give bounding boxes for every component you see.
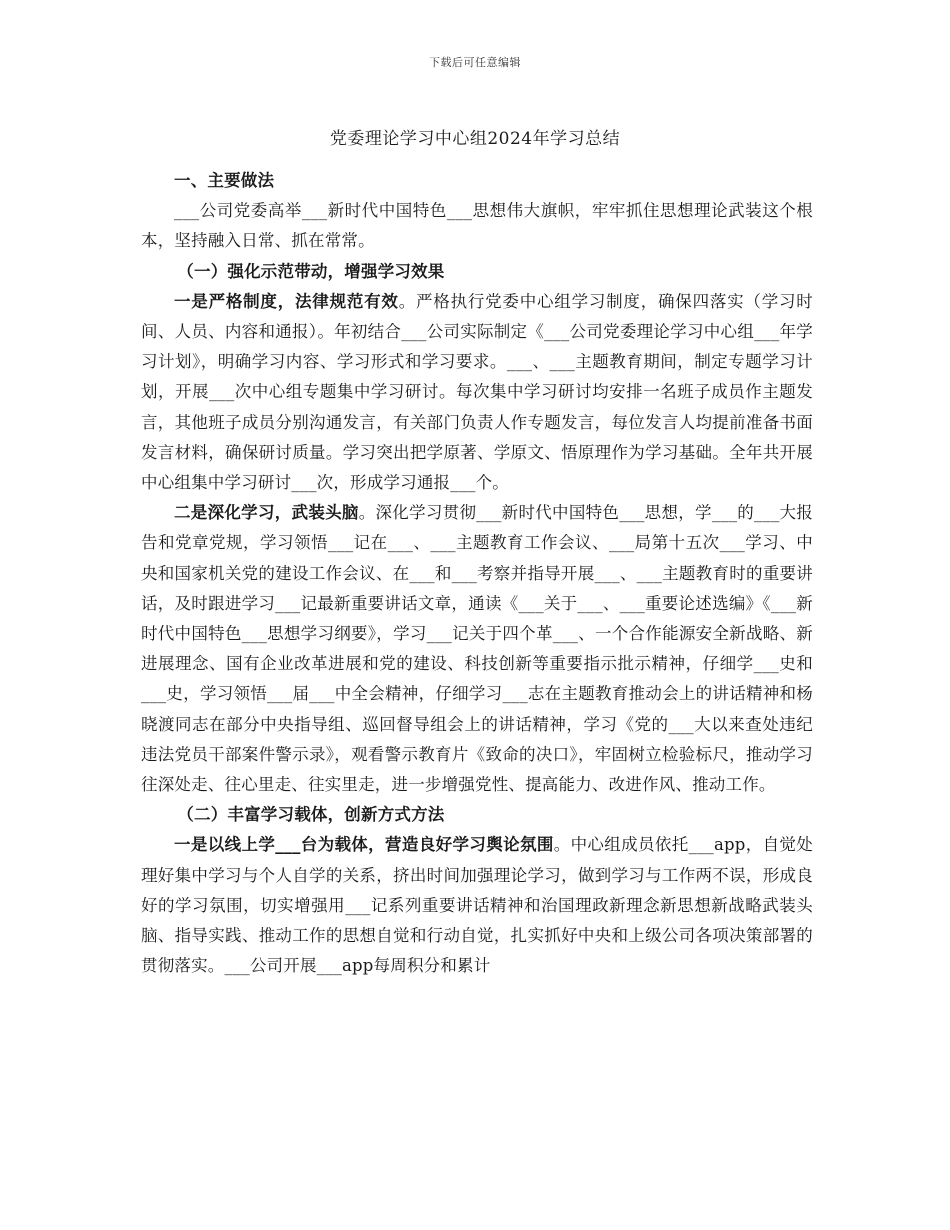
header-note: 下载后可任意编辑 (429, 56, 521, 69)
section-intro-paragraph: ___公司党委高举___新时代中国特色___思想伟大旗帜，牢牢抓住思想理论武装这个根本，坚持融入日常、抓在常常。 (141, 201, 813, 251)
paragraph-lead: 二是深化学习，武装头脑 (174, 503, 359, 523)
subsection-heading-1: （一）强化示范带动，增强学习效果 (177, 261, 445, 281)
paragraph-text: 。严格执行党委中心组学习制度，确保四落实（学习时间、人员、内容和通报）。年初结合___公司实际制定《___公司党委理论学习中心组___年学习计划》，明确学习内容、学习形式和学习要求。___、___主题教育期间，制定专题学习计划，开展___次中心组专题集中学习研讨。每次集中学习研讨均安排一名班子成员作主题发言，其他班子成员分别沟通发言，有关部门负责人作专题发言，每位发言人均提前准备书面发言材料，确保研讨质量。学习突出把学原著、学原文、悟原理作为学习基础。全年共开展中心组集中学习研讨___次，形成学习通报___个。 (141, 291, 813, 493)
paragraph-text: 。深化学习贯彻___新时代中国特色___思想，学___的___大报告和党章党规，学习领悟___记在___、___主题教育工作会议、___局第十五次___学习、中央和国家机关党的建设工作会议、在___和___考察并指导开展___、___主题教育时的重要讲话，及时跟进学习___记最新重要讲话文章，通读《___关于___、___重要论述选编》《___新时代中国特色___思想学习纲要》，学习___记关于四个革___、一个合作能源安全新战略、新进展理念、国有企业改革进展和党的建设、科技创新等重要指示批示精神，仔细学___史和___史，学习领悟___届___中全会精神，仔细学习___志在主题教育推动会上的讲话精神和杨晓渡同志在部分中央指导组、巡回督导组会上的讲话精神，学习《党的___大以来查处违纪违法党员干部案件警示录》，观看警示教育片《致命的决口》，牢固树立检验标尺，推动学习往深处走、往心里走、往实里走，进一步增强党性、提高能力、改进作风、推动工作。 (141, 503, 813, 795)
paragraph-deepen-study (141, 498, 813, 800)
paragraph-text: 。中心组成员依托___app，自觉处理好集中学习与个人自学的关系，挤出时间加强理论学习，做到学习与工作两不误，形成良好的学习氛围，切实增强用___记系列重要讲话精神和治国理政新理念新思想新战略武装头脑、指导实践、推动工作的思想自觉和行动自觉，扎实抓好中央和上级公司各项决策部署的贯彻落实。___公司开展___app每周积分和累计 (141, 835, 814, 976)
paragraph-lead: 一是严格制度，法律规范有效 (174, 291, 399, 311)
document-title: 党委理论学习中心组2024年学习总结 (329, 129, 621, 149)
paragraph-lead: 一是以线上学___台为载体，营造良好学习舆论氛围 (174, 835, 554, 855)
subsection-heading-2: （二）丰富学习载体，创新方式方法 (177, 805, 445, 825)
section-heading-1: 一、主要做法 (174, 171, 275, 190)
paragraph-online-platform (141, 830, 813, 981)
paragraph-strict-system (141, 287, 813, 498)
document-body (141, 166, 813, 981)
